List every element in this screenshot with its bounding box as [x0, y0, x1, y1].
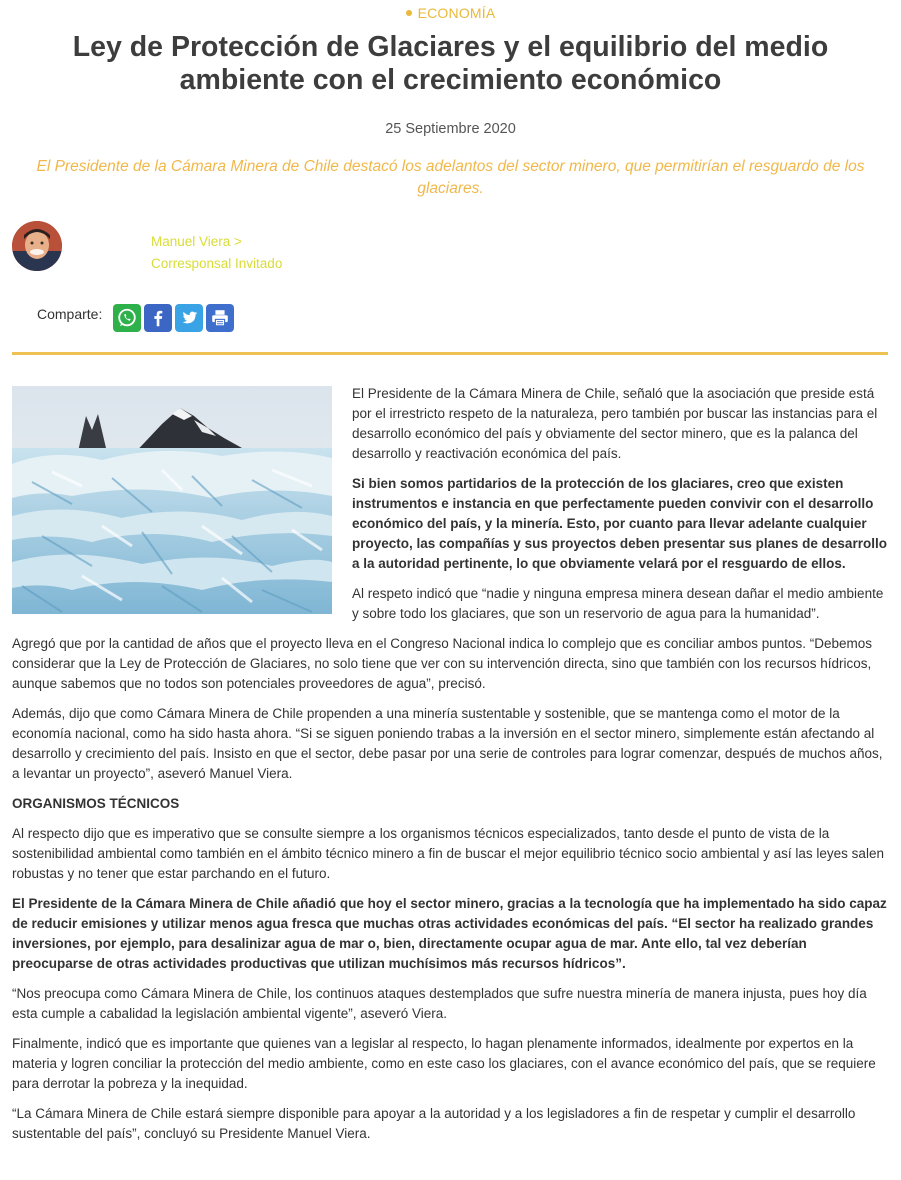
article-paragraph: Finalmente, indicó que es importante que quienes van a legislar al respecto, lo hagan plenamente informados, idealmente por expertos en la materia y logren conciliar la protección del medio ambiente, como en este caso los glaciares, con el avance económico del país, que se requiere para derrotar la pobreza y la inequidad. — [12, 1036, 876, 1091]
category-text[interactable]: ECONOMÍA — [417, 5, 496, 21]
whatsapp-icon — [116, 307, 138, 329]
article-paragraph: “La Cámara Minera de Chile estará siempre disponible para apoyar a la autoridad y a los legisladores a fin de respetar y cumplir el desarrollo sustentable del país”, concluyó su Presidente Manuel Viera. — [12, 1106, 856, 1141]
article-paragraph: Agregó que por la cantidad de años que el proyecto lleva en el Congreso Nacional indica lo complejo que es conciliar ambos puntos. “Debemos considerar que la Ley de Protección de Glaciares, no solo tiene que ver con su intervención directa, sino que también con los recursos hídricos, aunque sabemos que no todos son potenciales proveedores de agua”, precisó. — [12, 636, 873, 691]
author-photo-icon — [12, 221, 62, 271]
article-paragraph-bold: El Presidente de la Cámara Minera de Chile añadió que hoy el sector minero, gracias a la tecnología que ha implementado ha sido capaz de reducir emisiones y utilizar menos agua fresca que muchas otras actividades económicas del país. “El sector ha realizado grandes inversiones, por ejemplo, para desalinizar agua de mar o, bien, directamente ocupar agua de mar. Ante ello, tal vez deberían preocuparse de otras actividades productivas que utilizan muchísimos más recursos hídricos”. — [12, 896, 887, 971]
author-name-link[interactable]: Manuel Viera > — [151, 234, 242, 249]
author-avatar[interactable] — [12, 221, 62, 271]
section-heading: ORGANISMOS TÉCNICOS — [12, 796, 180, 811]
article-paragraph: Al respecto dijo que es imperativo que se consulte siempre a los organismos técnicos especializados, tanto desde el punto de vista de la sostenibilidad ambiental como también en el ámbito técnico minero a fin de buscar el mejor equilibrio técnico socio ambiental y así las leyes salen robustas y no tener que estar parchando en el futuro. — [12, 826, 884, 881]
facebook-icon — [147, 307, 169, 329]
twitter-icon — [178, 307, 200, 329]
article-body — [12, 384, 888, 1154]
article-paragraph: “Nos preocupa como Cámara Minera de Chile, los continuos ataques destemplados que sufre nuestra minería de manera injusta, pues hoy día esta cumple a cabalidad la legislación ambiental vigente”, aseveró Viera. — [12, 986, 867, 1021]
share-label: Comparte: — [37, 306, 103, 322]
share-buttons — [113, 304, 234, 332]
category-label[interactable] — [0, 5, 901, 21]
image-spacer — [12, 384, 352, 624]
print-button[interactable] — [206, 304, 234, 332]
article-paragraph: El Presidente de la Cámara Minera de Chile, señaló que la asociación que preside está por el irrestricto respeto de la naturaleza, pero también por buscar las instancias para el desarrollo económico del país y obviamente del sector minero, que es la palanca del desarrollo y reactivación económica del país. — [352, 386, 878, 461]
header-divider — [12, 352, 888, 355]
article-paragraph: Además, dijo que como Cámara Minera de Chile propenden a una minería sustentable y sostenible, que se mantenga como el motor de la economía nacional, como ha sido hasta ahora. “Si se siguen poniendo trabas a la inversión en el sector minero, simplemente están afectando al desarrollo y crecimiento del país. Insisto en que el sector, debe pasar por una serie de controles para lograr comenzar, después de muchos años, a levantar un proyecto”, aseveró Manuel Viera. — [12, 706, 883, 781]
publish-date: 25 Septiembre 2020 — [385, 121, 516, 137]
article-paragraph-bold: Si bien somos partidarios de la protección de los glaciares, creo que existen instrumentos e instancia en que perfectamente pueden convivir con el desarrollo económico del país, y la minería. Esto, por cuanto para llevar adelante cualquier proyecto, las compañías y sus proyectos deben presentar sus planes de desarrollo a la autoridad pertinente, lo que obviamente velará por el resguardo de ellos. — [352, 476, 887, 571]
article-paragraph: Al respeto indicó que “nadie y ninguna empresa minera desean dañar el medio ambiente y sobre todo los glaciares, que son un reservorio de agua para la humanidad”. — [352, 586, 884, 621]
twitter-share-button[interactable] — [175, 304, 203, 332]
print-icon — [209, 307, 231, 329]
article-lead: El Presidente de la Cámara Minera de Chile destacó los adelantos del sector minero, que permitirían el resguardo de los glaciares. — [36, 158, 865, 197]
category-dot-icon — [406, 10, 412, 16]
facebook-share-button[interactable] — [144, 304, 172, 332]
page-title: Ley de Protección de Glaciares y el equilibrio del medio ambiente con el crecimiento económico — [72, 31, 829, 96]
whatsapp-share-button[interactable] — [113, 304, 141, 332]
author-role: Corresponsal Invitado — [151, 256, 283, 271]
